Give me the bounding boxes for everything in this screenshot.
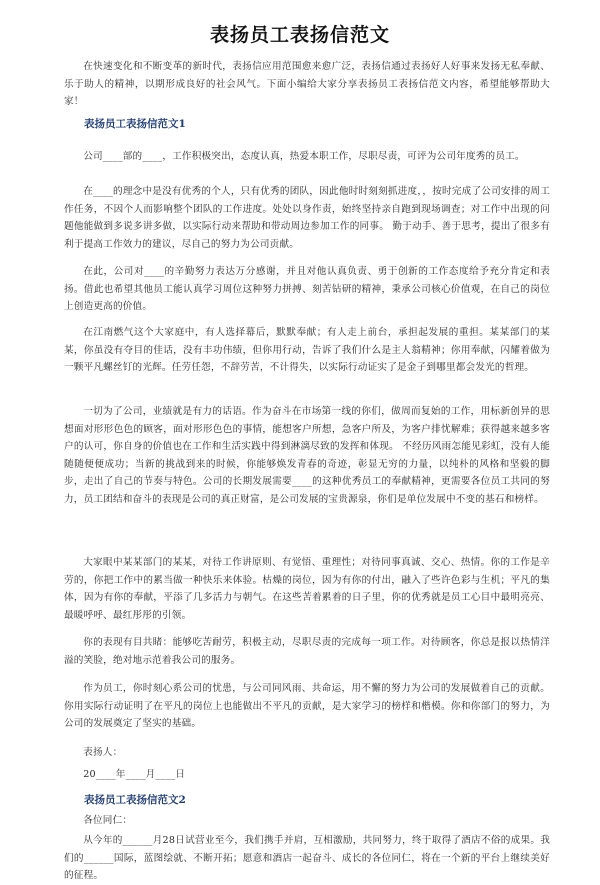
signoff-label: 表扬人： xyxy=(83,747,123,758)
section1-heading: 表扬员工表扬信范文1 xyxy=(84,118,186,130)
section1-paragraph-5: 一切为了公司，业绩就是有力的话语。作为奋斗在市场第一线的你们，做周而复始的工作，用标新创异的思想面对形形色色的顾客，面对形形色色的事情，能想客户所想，急客户所及，为客户排忧解难；获得越来越多客户的认可，你自身的价值也在工作和生活实践中得到淋漓尽致的发挥和体现。 不经历风雨怎能见彩虹，没有人能随随便便成功；当新的挑战到来的时候，你能够焕发青春的奇迹，彰显无穷的力量，以纯朴的风格和坚毅的脚步，走出了自己的节奏与特色。公司的长期发展需要____的这种优秀员工的奉献精神，更需要各位员工共同的努力，员工团结和奋斗的表现是公司的真正财富，是公司发展的宝贵源泉，你们是单位发展中不变的基石和榜样。 xyxy=(64,406,550,505)
section1-paragraph-3: 在此，公司对____的辛勤努力表达万分感谢，并且对他认真负责、勇于创新的工作态度给予充分肯定和表扬。借此也希望其他员工能认真学习周位这种努力拼搏、刻苦钻研的精神，秉承公司核心价值观，在自己的岗位上创造更高的价值。 xyxy=(64,266,550,312)
section1-paragraph-4: 在江南燃气这个大家庭中，有人选择幕后，默默奉献；有人走上前台，承担起发展的重担。某某部门的某某，你虽没有夺目的佳话，没有丰功伟绩，但你用行动，告诉了我们什么是主人翁精神；你用奉献，闪耀着做为一颗平凡螺丝钉的光辉。任劳任怨，不辞劳苦，不计得失，以实际行动证实了是金子到哪里都会发光的哲理。 xyxy=(64,327,550,373)
section1-paragraph-6: 大家眼中某某部门的某某，对待工作讲原则、有觉悟、重理性；对待同事真诚、交心、热情。你的工作是辛劳的，你把工作中的累当做一种快乐来体验。枯燥的岗位，因为有你的付出，融入了些许色彩与生机；平凡的集体，因为有你的奉献，平添了几多活力与朝气。在这些苦着累着的日子里，你的优秀就是员工心目中最明亮亮、最暖呼呼、最红彤彤的引领。 xyxy=(64,557,550,621)
section2-heading: 表扬员工表扬信范文2 xyxy=(84,794,186,806)
section1-paragraph-1: 公司____部的____，工作积极突出，态度认真，热爱本职工作，尽职尽责，可评为公司年度秀的员工。 xyxy=(83,151,525,162)
signoff-date: 20____年____月____日 xyxy=(83,769,186,780)
intro-paragraph: 在快速变化和不断变革的新时代，表扬信应用范围愈来愈广泛，表扬信通过表扬好人好事来发扬无私奉献、乐于助人的精神，以期形成良好的社会风气。下面小编给大家分享表扬员工表扬信范文内容，希望能够帮助大家！ xyxy=(64,61,550,107)
section2-greeting: 各位同仁： xyxy=(83,815,133,826)
section1-paragraph-7: 你的表现有目共睹：能够吃苦耐劳，积极主动，尽职尽责的完成每一项工作。对待顾客，你总是报以热情洋溢的笑脸，绝对地示范着我公司的服务。 xyxy=(64,637,550,666)
document-title: 表扬员工表扬信范文 xyxy=(209,24,390,46)
section2-paragraph-1: 从今年的______月28日试营业至今，我们携手并肩，互相激励，共同努力，终于取得了酒店不俗的成果。我们的______国际，蓝图绘就、不断开拓；愿意和酒店一起奋斗、成长的各位同仁，将在一个新的平台上继续美好的征程。 xyxy=(64,835,550,881)
section1-paragraph-8: 作为员工，你时刻心系公司的忧患，与公司同风雨、共命运，用不懈的努力为公司的发展做着自己的贡献。你用实际行动证明了在平凡的岗位上也能做出不平凡的贡献，是大家学习的榜样和楷模。你和你部门的努力，为公司的发展奠定了坚实的基础。 xyxy=(64,683,550,729)
section1-paragraph-2: 在____的理念中是没有优秀的个人，只有优秀的团队，因此他时时刻刻抓进度，，按时完成了公司安排的周工作任务，不因个人而影响整个团队的工作进度。处处以身作责，始终坚持亲自跑到现场调查；对工作中出现的问题他能做到多说多讲多做，以实际行动来帮助和带动周边参加工作的同事。 勤于动手、善于思考，提出了很多有利于提高工作效力的建议，尽自己的努力为公司贡献。 xyxy=(64,186,550,250)
